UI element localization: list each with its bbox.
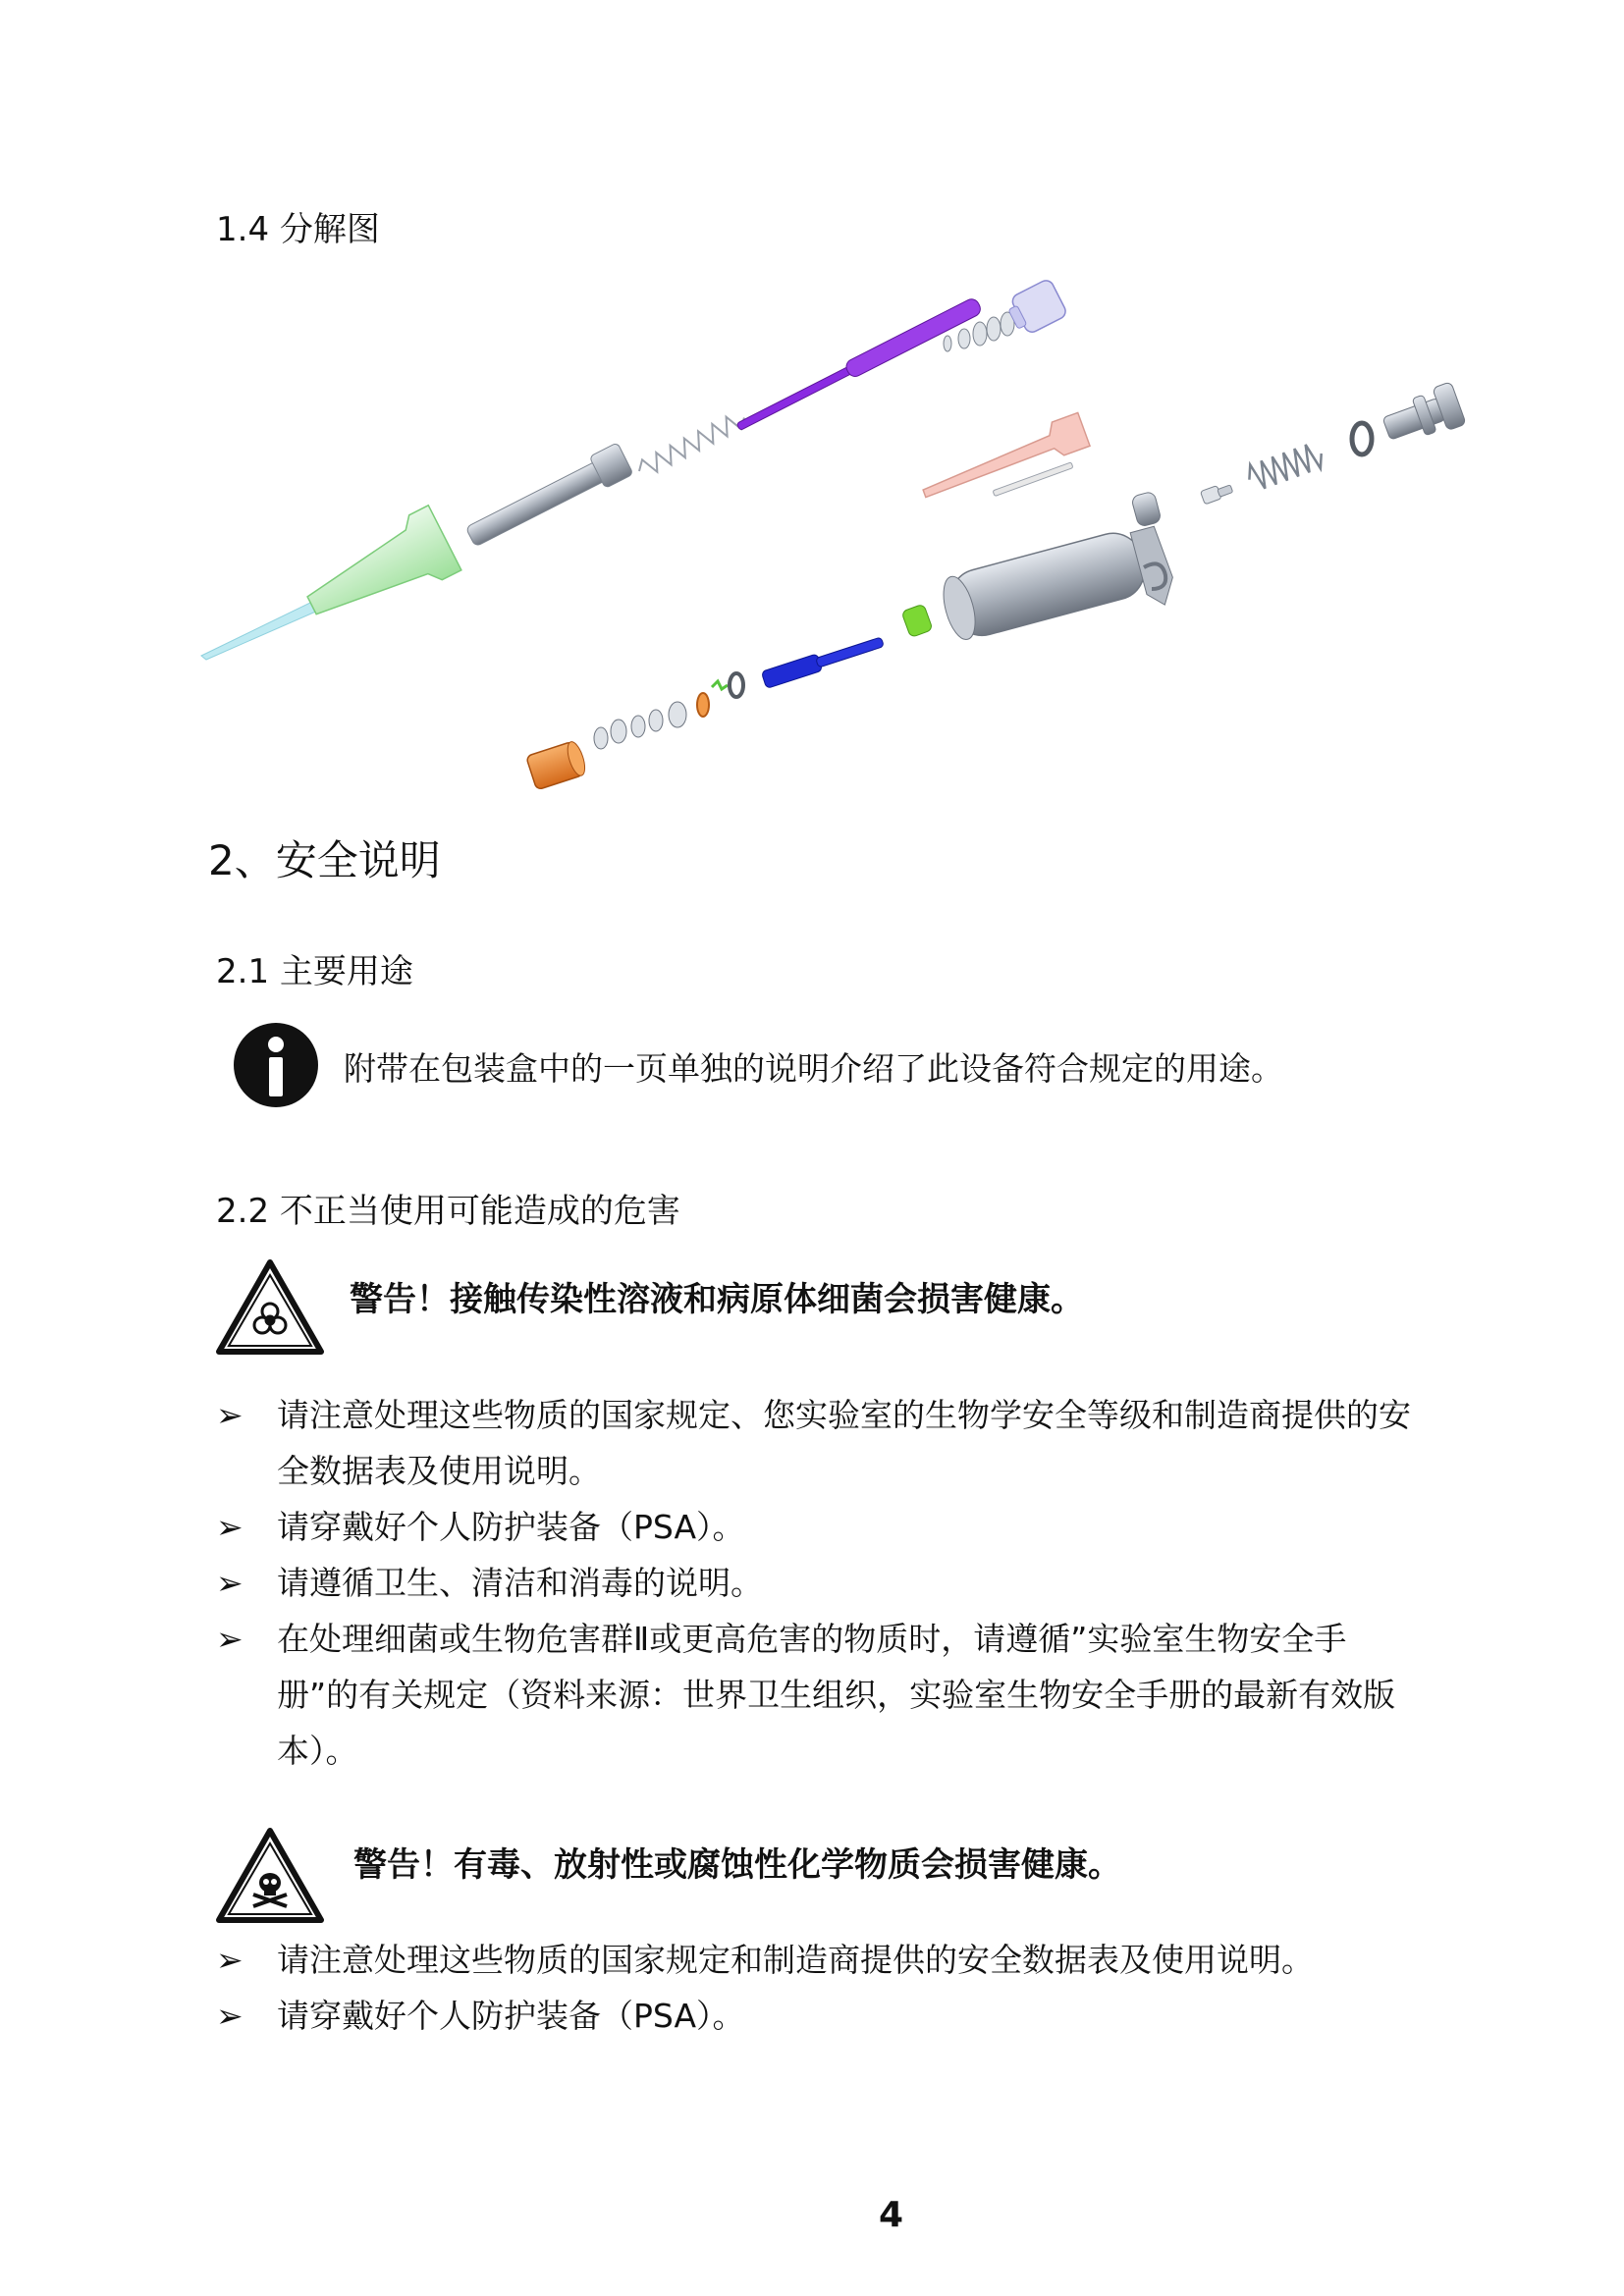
middle-right-parts <box>916 382 1466 505</box>
bullet-arrow-icon: ➢ <box>216 1508 244 1546</box>
section-2-title: 2、安全说明 <box>208 836 441 884</box>
toxic-bullet-list <box>216 1932 1414 2044</box>
toxic-warning-text: 警告！有毒、放射性或腐蚀性化学物质会损害健康。 <box>353 1845 1121 1885</box>
lower-piston <box>712 604 933 689</box>
list-item: ➢ 请注意处理这些物质的国家规定和制造商提供的安全数据表及使用说明。 <box>216 1932 1414 1988</box>
biohazard-bullet-list <box>216 1387 1414 1779</box>
list-item: ➢ 请注意处理这些物质的国家规定、您实验室的生物学安全等级和制造商提供的安全数据表及使用说明。 <box>216 1387 1414 1499</box>
toxic-warning-icon <box>216 1828 324 1923</box>
lower-left-parts <box>526 673 743 790</box>
list-item: ➢ 请穿戴好个人防护装备（PSA）。 <box>216 1499 1414 1555</box>
intended-use-text: 附带在包装盒中的一页单独的说明介绍了此设备符合规定的用途。 <box>344 1049 1283 1088</box>
upper-assembly <box>201 278 1068 660</box>
list-item: ➢ 请穿戴好个人防护装备（PSA）。 <box>216 1988 1414 2044</box>
page-number: 4 <box>879 2195 904 2235</box>
bullet-arrow-icon: ➢ <box>216 1564 244 1602</box>
biohazard-warning-text: 警告！接触传染性溶液和病原体细菌会损害健康。 <box>350 1280 1084 1319</box>
bullet-arrow-icon: ➢ <box>216 1941 244 1979</box>
bullet-arrow-icon: ➢ <box>216 1620 244 1658</box>
section-2-2-title: 2.2 不正当使用可能造成的危害 <box>216 1192 680 1231</box>
list-item: ➢ 在处理细菌或生物危害群Ⅱ或更高危害的物质时，请遵循”实验室生物安全手册”的有关规定（资料来源：世界卫生组织，实验室生物安全手册的最新有效版本）。 <box>216 1611 1414 1779</box>
info-icon <box>232 1021 320 1109</box>
section-1-4-title: 1.4 分解图 <box>216 210 380 249</box>
exploded-view-diagram <box>187 265 1492 815</box>
section-2-1-title: 2.1 主要用途 <box>216 952 413 991</box>
bullet-arrow-icon: ➢ <box>216 1997 244 2035</box>
list-item: ➢ 请遵循卫生、清洁和消毒的说明。 <box>216 1555 1414 1611</box>
housing <box>930 491 1183 660</box>
bullet-arrow-icon: ➢ <box>216 1396 244 1434</box>
biohazard-warning-icon <box>216 1259 324 1355</box>
